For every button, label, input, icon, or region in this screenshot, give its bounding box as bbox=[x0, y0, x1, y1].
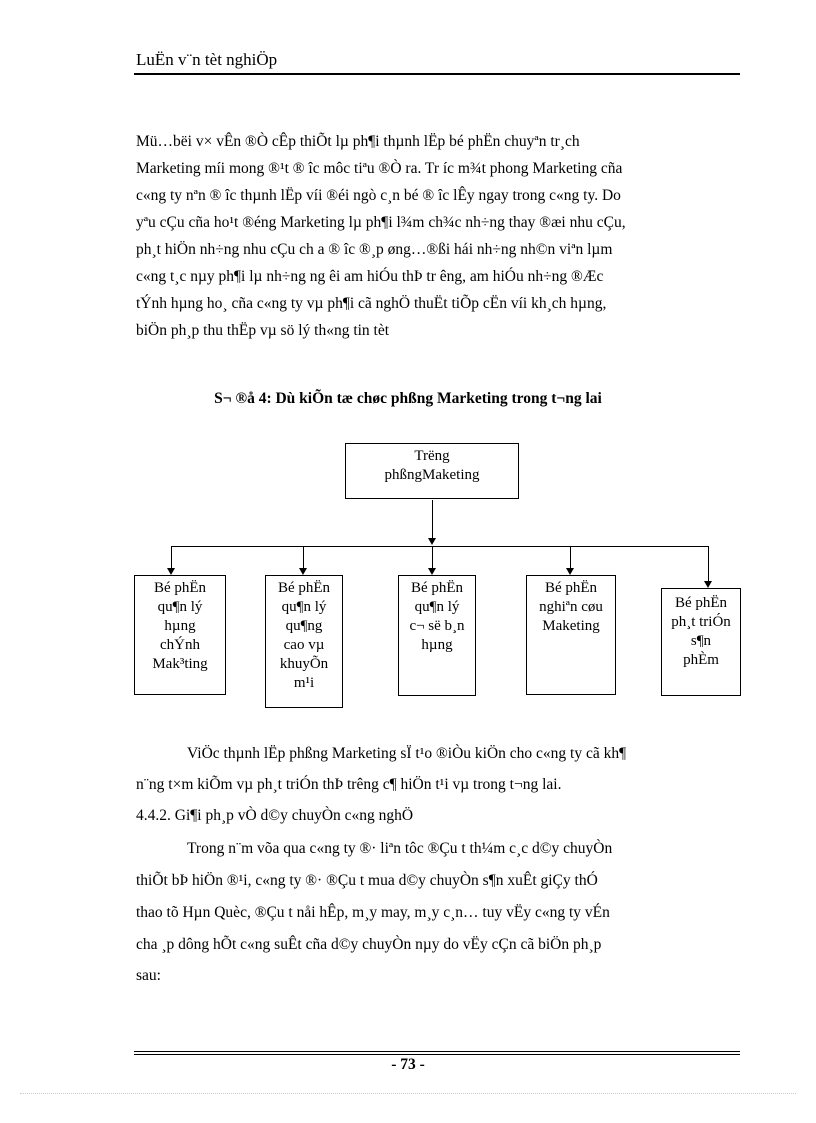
child-box-line: s¶n bbox=[690, 633, 712, 649]
intro-paragraph bbox=[136, 128, 740, 344]
child-box-line: phÈm bbox=[683, 652, 719, 668]
child-box-line: nghiªn cøu bbox=[539, 599, 603, 615]
paragraph-line: Mü…bëi v× vÊn ®Ò cÊp thiÕt lµ ph¶i thµnh lËp bé phËn chuyªn tr¸ch bbox=[136, 133, 580, 150]
child-box-line: m¹i bbox=[293, 675, 315, 691]
arrow-head bbox=[566, 568, 574, 575]
child-box-line: c¬ së b¸n bbox=[409, 618, 465, 634]
arrow-head bbox=[428, 568, 436, 575]
child-box-line: cao vµ bbox=[283, 637, 325, 653]
arrow-head bbox=[704, 581, 712, 588]
arrow-head bbox=[428, 538, 436, 545]
diagram-caption: S¬ ®å 4: Dù kiÕn tæ chøc phßng Marketing trong t¬ng lai bbox=[214, 390, 602, 407]
arrow-head bbox=[299, 568, 307, 575]
child-box-line: khuyÕn bbox=[279, 656, 329, 672]
root-box-line: phßngMaketing bbox=[384, 467, 480, 483]
footer-rule bbox=[134, 1054, 740, 1055]
paragraph-line: c«ng t¸c nµy ph¶i lµ nh÷ng ng êi am hiÓu thÞ tr êng, am hiÓu nh÷ng ®Æc bbox=[136, 268, 604, 285]
root-box-line: Trëng bbox=[414, 448, 450, 464]
child-box-line: hµng bbox=[421, 637, 453, 653]
paragraph-line: tÝnh hµng ho¸ cña c«ng ty vµ ph¶i cã nghÖ thuËt tiÕp cËn víi kh¸ch hµng, bbox=[136, 295, 607, 312]
child-box bbox=[265, 575, 343, 708]
paragraph-line: sau: bbox=[136, 967, 161, 984]
child-box-line: Bé phËn bbox=[277, 580, 331, 596]
paragraph-line: yªu cÇu cña ho¹t ®éng Marketing lµ ph¶i l¾m ch¾c nh÷ng thay ®æi nhu cÇu, bbox=[136, 214, 626, 231]
child-box-line: Maketing bbox=[542, 618, 600, 634]
section-heading: 4.4.2. Gi¶i ph¸p vÒ d©y chuyÒn c«ng nghÖ bbox=[136, 807, 414, 824]
root-box bbox=[345, 443, 519, 499]
child-box-line: Bé phËn bbox=[410, 580, 464, 596]
child-box bbox=[398, 575, 476, 696]
paragraph-line: n¨ng t×m kiÕm vµ ph¸t triÓn thÞ trêng c¶ hiÖn t¹i vµ trong t¬ng lai. bbox=[136, 776, 562, 793]
footer-rule bbox=[134, 1051, 740, 1052]
paragraph-line: thiÕt bÞ hiÖn ®¹i, c«ng ty ®· ®Çu t mua d©y chuyÒn s¶n xuÊt giÇy thÓ bbox=[136, 872, 598, 889]
paragraph-line: Marketing míi mong ®¹t ® îc môc tiªu ®Ò ra. Tr íc m¾t phong Marketing cña bbox=[136, 160, 623, 177]
page-number: - 73 - bbox=[391, 1056, 425, 1073]
connector-drop bbox=[171, 546, 172, 569]
arrow-head bbox=[167, 568, 175, 575]
child-box bbox=[134, 575, 226, 695]
child-box-line: qu¶n lý bbox=[281, 599, 327, 615]
header-rule bbox=[134, 73, 740, 75]
connector-drop bbox=[303, 546, 304, 569]
child-box bbox=[661, 588, 741, 696]
child-box-line: ph¸t triÓn bbox=[671, 614, 731, 630]
child-box-line: Bé phËn bbox=[544, 580, 598, 596]
paragraph-line: Trong n¨m võa qua c«ng ty ®· liªn tôc ®Çu t th¼m c¸c d©y chuyÒn bbox=[187, 840, 613, 857]
connector-vertical bbox=[432, 500, 433, 540]
child-box bbox=[526, 575, 616, 695]
header-title: LuËn v¨n tèt nghiÖp bbox=[136, 50, 278, 69]
child-box-line: Bé phËn bbox=[153, 580, 207, 596]
child-box-line: qu¶n lý bbox=[157, 599, 203, 615]
paragraph-line: c«ng ty nªn ® îc thµnh lËp víi ®éi ngò c¸n bé ® îc lÊy ngay trong c«ng ty. Do bbox=[136, 187, 621, 204]
connector-drop bbox=[432, 546, 433, 569]
paragraph-line: ph¸t hiÖn nh÷ng nhu cÇu ch a ® îc ®¸p øng…®ßi hái nh÷ng nh©n viªn lµm bbox=[136, 241, 613, 258]
connector-drop bbox=[708, 546, 709, 582]
paragraph-line: biÖn ph¸p thu thËp vµ sö lý th«ng tin tèt bbox=[136, 322, 390, 339]
paragraph-line: cha ¸p dông hÕt c«ng suÊt cña d©y chuyÒn nµy do vËy cÇn cã biÖn ph¸p bbox=[136, 936, 602, 953]
paragraph-line: ViÖc thµnh lËp phßng Marketing sÏ t¹o ®iÒu kiÖn cho c«ng ty cã kh¶ bbox=[187, 745, 627, 762]
child-box-line: hµng bbox=[164, 618, 196, 634]
connector-drop bbox=[570, 546, 571, 569]
child-box-line: chÝnh bbox=[160, 637, 200, 653]
page-edge bbox=[20, 1093, 796, 1094]
paragraph-line: thao tõ Hµn Quèc, ®Çu t nåi hÊp, m¸y may, m¸y c¸n… tuy vËy c«ng ty vÉn bbox=[136, 904, 610, 921]
child-box-line: qu¶ng bbox=[285, 618, 323, 634]
child-box-line: Mak³ting bbox=[152, 656, 208, 672]
child-box-line: Bé phËn bbox=[674, 595, 728, 611]
connector-horizontal bbox=[171, 546, 708, 547]
child-box-line: qu¶n lý bbox=[414, 599, 460, 615]
